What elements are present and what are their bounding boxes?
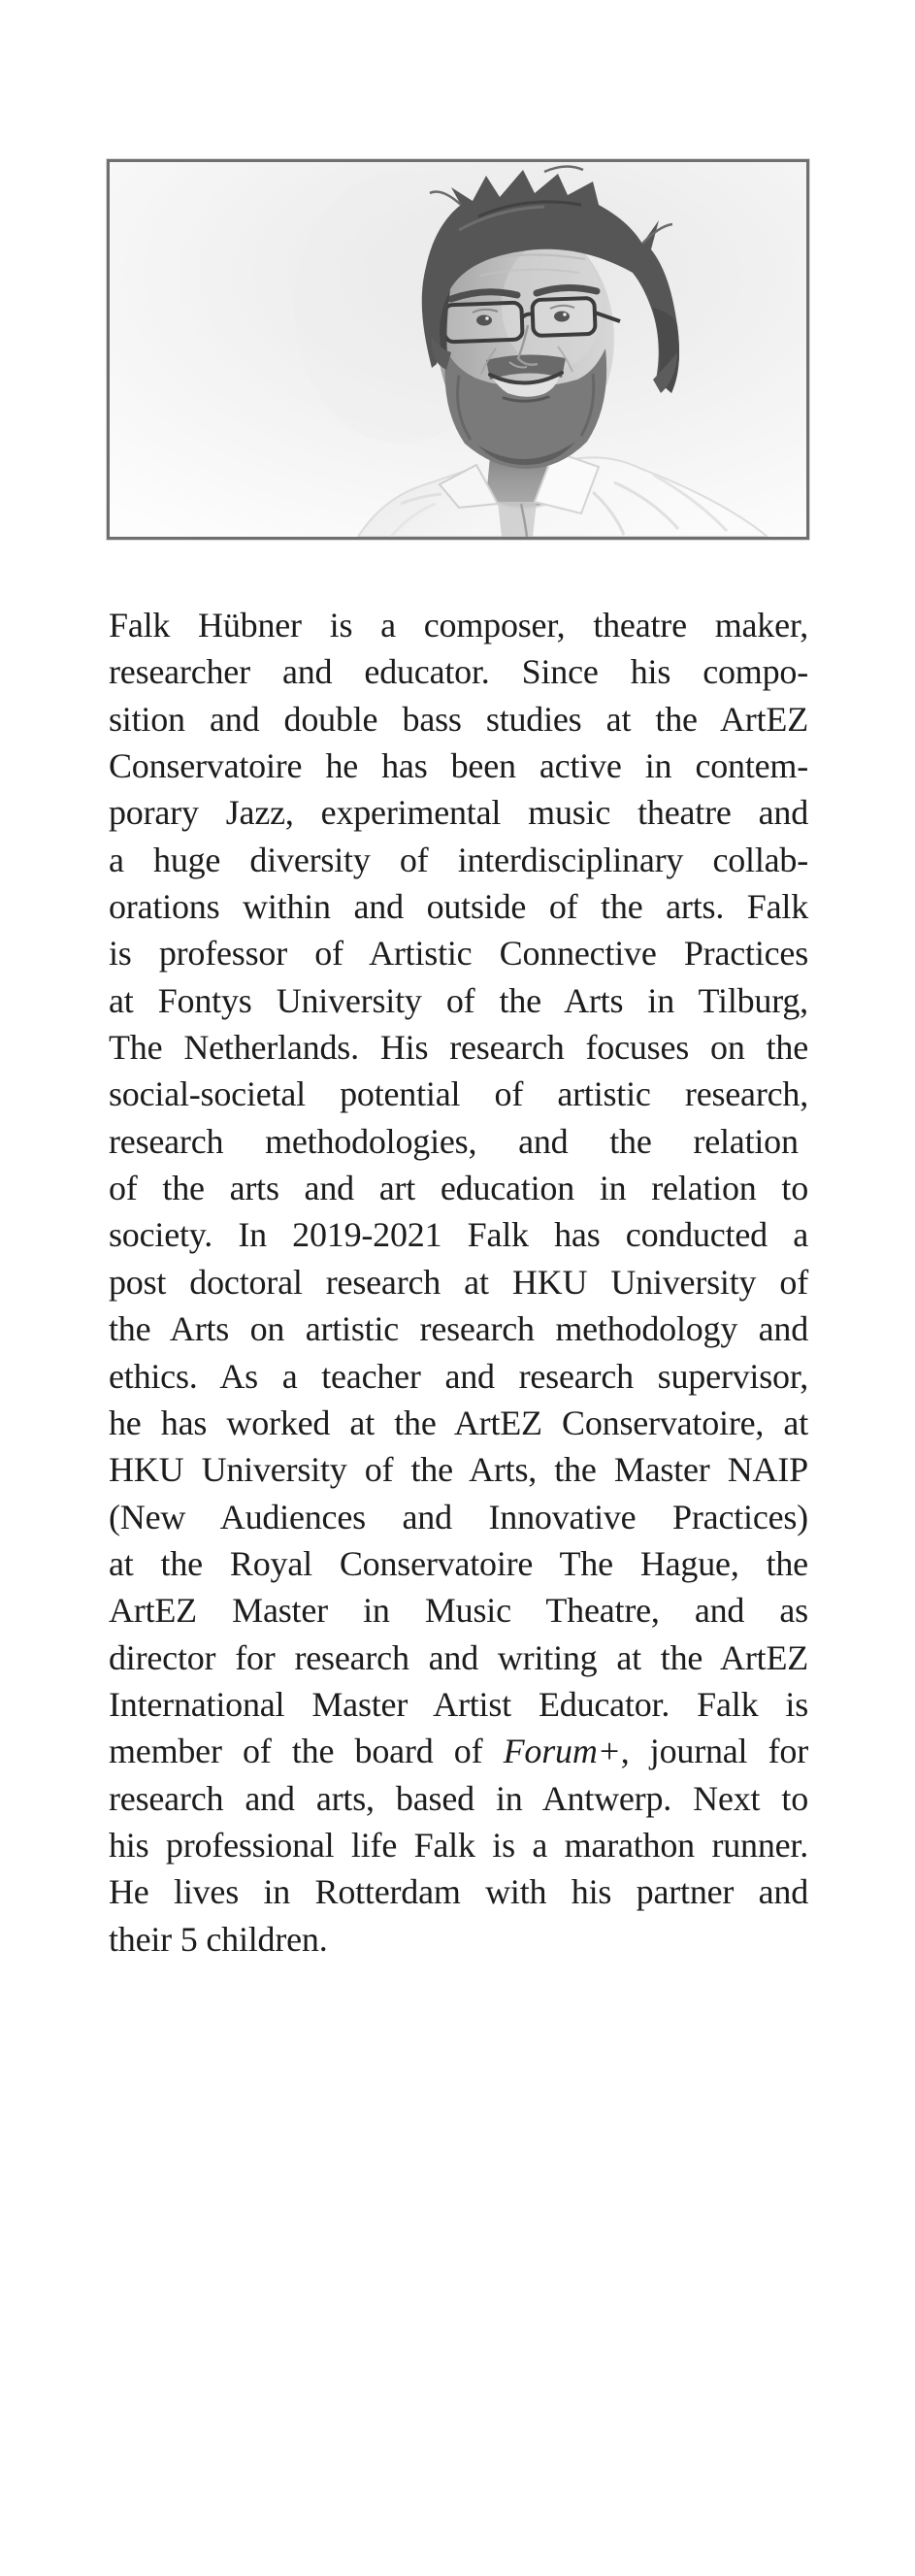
bio-line-19: HKU University of the Arts, the Master NAIP — [109, 1450, 808, 1490]
bio-line-18: he has worked at the ArtEZ Conservatoire, at — [109, 1403, 809, 1442]
bio-line-3: sition and double bass studies at the ArtEZ — [109, 699, 808, 739]
bio-line-12: research methodologies, and the relation — [109, 1121, 799, 1161]
bio-line-17: ethics. As a teacher and research supervisor, — [109, 1356, 808, 1396]
bio-line-6: a huge diversity of interdisciplinary collab- — [109, 840, 809, 879]
bio-line-16: the Arts on artistic research methodology and — [109, 1309, 809, 1349]
bio-line-26: research and arts, based in Antwerp. Next to — [109, 1778, 809, 1818]
bio-line-24: International Master Artist Educator. Falk is — [109, 1684, 809, 1724]
bio-line-20: (New Audiences and Innovative Practices) — [109, 1497, 808, 1536]
portrait-frame — [107, 159, 809, 540]
bio-text — [109, 602, 808, 1963]
bio-line-11: social-societal potential of artistic research, — [109, 1074, 809, 1114]
bio-line-29: their 5 children. — [109, 1919, 328, 1959]
bio-line-21: at the Royal Conservatoire The Hague, the — [109, 1543, 808, 1583]
bio-line-13: of the arts and art education in relation to — [109, 1169, 808, 1208]
bio-line-23: director for research and writing at the ArtEZ — [109, 1637, 809, 1677]
bio-line-28: He lives in Rotterdam with his partner and — [109, 1872, 809, 1912]
bio-line-25: member of the board of Forum+, journal for — [109, 1732, 809, 1771]
portrait-photo-falk-hubner — [110, 162, 806, 537]
bio-line-7: orations within and outside of the arts. Falk — [109, 887, 808, 927]
bio-line-22: ArtEZ Master in Music Theatre, and as — [109, 1591, 808, 1631]
bio-line-10: The Netherlands. His research focuses on the — [109, 1028, 808, 1068]
bio-line-8: is professor of Artistic Connective Practices — [109, 934, 808, 974]
bio-line-14: society. In 2019-2021 Falk has conducted a — [109, 1215, 808, 1255]
bio-line-9: at Fontys University of the Arts in Tilburg, — [109, 980, 808, 1020]
bio-line-15: post doctoral research at HKU University of — [109, 1262, 809, 1302]
bio-line-4: Conservatoire he has been active in contem- — [109, 746, 809, 786]
bio-line-1: Falk Hübner is a composer, theatre maker, — [109, 606, 809, 644]
bio-line-2: researcher and educator. Since his compo- — [109, 652, 808, 692]
bio-line-5: porary Jazz, experimental music theatre and — [109, 793, 809, 833]
bio-line-27: his professional life Falk is a marathon runner. — [109, 1825, 809, 1865]
